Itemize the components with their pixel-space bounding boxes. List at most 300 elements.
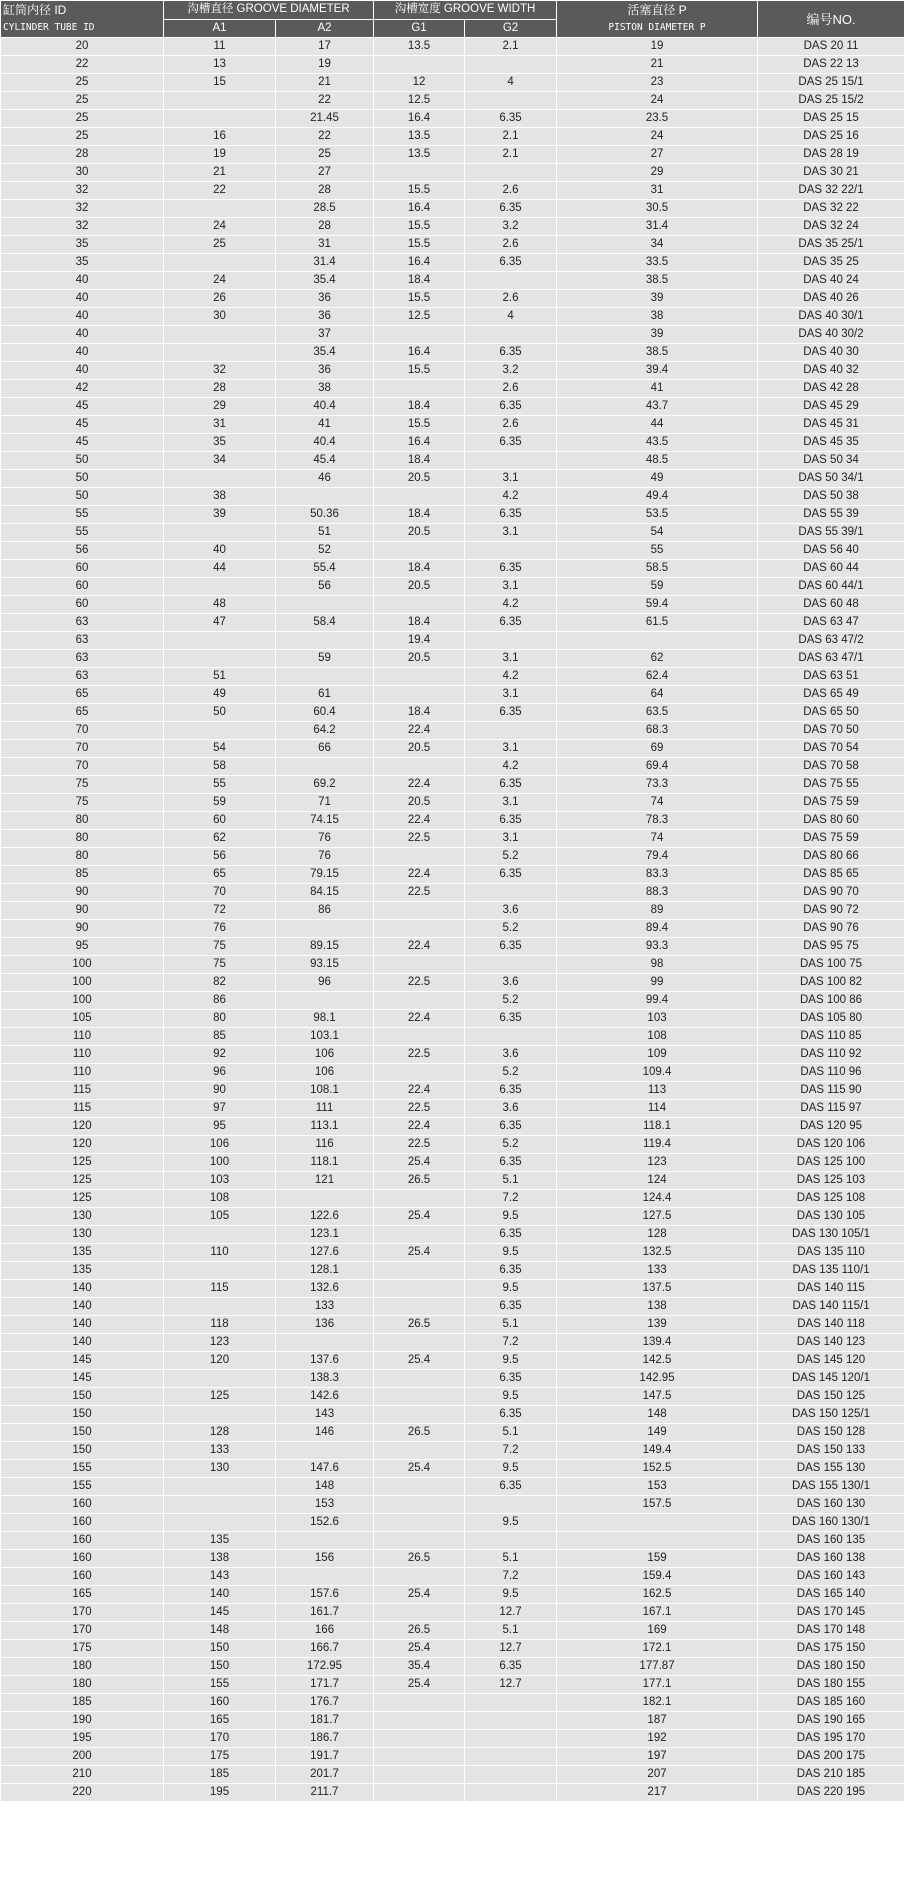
cell-g1 — [374, 1064, 465, 1082]
cell-g1: 13.5 — [374, 38, 465, 56]
table-row — [1, 902, 904, 920]
cell-tube-id: 150 — [1, 1388, 164, 1406]
cell-tube-id: 190 — [1, 1712, 164, 1730]
cell-g2: 6.35 — [465, 614, 557, 632]
cell-a2: 153 — [276, 1496, 374, 1514]
cell-part-number: DAS 110 85 — [758, 1028, 904, 1046]
cell-g2: 6.35 — [465, 704, 557, 722]
cell-piston-diameter: 30.5 — [557, 200, 758, 218]
cell-tube-id: 32 — [1, 200, 164, 218]
cell-piston-diameter: 99.4 — [557, 992, 758, 1010]
cell-part-number: DAS 125 108 — [758, 1190, 904, 1208]
cell-tube-id: 95 — [1, 938, 164, 956]
cell-a1 — [164, 722, 276, 740]
cell-a2: 79.15 — [276, 866, 374, 884]
cell-piston-diameter: 153 — [557, 1478, 758, 1496]
cell-g2: 6.35 — [465, 1370, 557, 1388]
cell-tube-id: 45 — [1, 416, 164, 434]
cell-a2: 142.6 — [276, 1388, 374, 1406]
cell-a2 — [276, 1190, 374, 1208]
cell-a2: 69.2 — [276, 776, 374, 794]
cell-a1: 135 — [164, 1532, 276, 1550]
cell-a2: 123.1 — [276, 1226, 374, 1244]
cell-a2: 51 — [276, 524, 374, 542]
table-row — [1, 578, 904, 596]
cell-g1 — [374, 1784, 465, 1802]
cell-part-number: DAS 115 90 — [758, 1082, 904, 1100]
cell-g2: 6.35 — [465, 938, 557, 956]
cell-a1: 70 — [164, 884, 276, 902]
cell-a2: 46 — [276, 470, 374, 488]
cell-g1: 22.5 — [374, 1100, 465, 1118]
cell-a1 — [164, 524, 276, 542]
cell-g1 — [374, 1406, 465, 1424]
table-row — [1, 974, 904, 992]
cell-part-number: DAS 135 110 — [758, 1244, 904, 1262]
cell-a1: 60 — [164, 812, 276, 830]
cell-piston-diameter: 139 — [557, 1316, 758, 1334]
header-part-number: 编号NO. — [758, 1, 904, 38]
cell-g2 — [465, 1028, 557, 1046]
cell-a1: 120 — [164, 1352, 276, 1370]
table-row — [1, 1118, 904, 1136]
cell-part-number: DAS 145 120/1 — [758, 1370, 904, 1388]
cell-tube-id: 180 — [1, 1676, 164, 1694]
cell-part-number: DAS 63 51 — [758, 668, 904, 686]
cell-part-number: DAS 25 15 — [758, 110, 904, 128]
cell-g2: 6.35 — [465, 1298, 557, 1316]
cell-piston-diameter: 83.3 — [557, 866, 758, 884]
cell-part-number: DAS 210 185 — [758, 1766, 904, 1784]
cell-a2: 61 — [276, 686, 374, 704]
cell-tube-id: 140 — [1, 1334, 164, 1352]
cell-part-number: DAS 155 130/1 — [758, 1478, 904, 1496]
cell-tube-id: 220 — [1, 1784, 164, 1802]
table-row — [1, 1442, 904, 1460]
cell-tube-id: 60 — [1, 578, 164, 596]
cell-g2: 5.1 — [465, 1424, 557, 1442]
cell-piston-diameter: 118.1 — [557, 1118, 758, 1136]
cell-a1: 56 — [164, 848, 276, 866]
cell-g2: 6.35 — [465, 776, 557, 794]
cell-a1: 31 — [164, 416, 276, 434]
cell-piston-diameter: 33.5 — [557, 254, 758, 272]
table-row — [1, 1676, 904, 1694]
cell-piston-diameter: 41 — [557, 380, 758, 398]
table-row — [1, 236, 904, 254]
cell-piston-diameter: 119.4 — [557, 1136, 758, 1154]
cell-tube-id: 22 — [1, 56, 164, 74]
cell-a2: 17 — [276, 38, 374, 56]
cell-tube-id: 56 — [1, 542, 164, 560]
cell-g2: 2.6 — [465, 290, 557, 308]
cell-piston-diameter: 21 — [557, 56, 758, 74]
cell-g1 — [374, 1028, 465, 1046]
cell-part-number: DAS 180 150 — [758, 1658, 904, 1676]
cell-a1: 58 — [164, 758, 276, 776]
cell-a2: 50.36 — [276, 506, 374, 524]
cell-a2: 58.4 — [276, 614, 374, 632]
cell-a2: 121 — [276, 1172, 374, 1190]
cell-g2: 5.2 — [465, 1064, 557, 1082]
cell-a1: 165 — [164, 1712, 276, 1730]
cell-tube-id: 80 — [1, 830, 164, 848]
table-row — [1, 1478, 904, 1496]
cell-piston-diameter: 142.5 — [557, 1352, 758, 1370]
cell-g2: 3.6 — [465, 1046, 557, 1064]
cell-g2: 6.35 — [465, 398, 557, 416]
cell-a2: 211.7 — [276, 1784, 374, 1802]
cell-g2: 6.35 — [465, 1226, 557, 1244]
header-a2: A2 — [276, 19, 374, 38]
cell-part-number: DAS 40 32 — [758, 362, 904, 380]
cell-piston-diameter: 38 — [557, 308, 758, 326]
cell-a2: 171.7 — [276, 1676, 374, 1694]
table-row — [1, 722, 904, 740]
cell-a1: 59 — [164, 794, 276, 812]
cell-a1: 50 — [164, 704, 276, 722]
cell-tube-id: 50 — [1, 470, 164, 488]
cell-g1: 25.4 — [374, 1640, 465, 1658]
cell-g1: 15.5 — [374, 362, 465, 380]
cell-g2: 9.5 — [465, 1280, 557, 1298]
cell-part-number: DAS 25 16 — [758, 128, 904, 146]
cell-part-number: DAS 120 106 — [758, 1136, 904, 1154]
cell-piston-diameter: 74 — [557, 830, 758, 848]
cell-piston-diameter: 64 — [557, 686, 758, 704]
cell-g1: 22.5 — [374, 830, 465, 848]
cell-part-number: DAS 75 59 — [758, 830, 904, 848]
cell-g1: 26.5 — [374, 1424, 465, 1442]
cell-tube-id: 50 — [1, 452, 164, 470]
table-row — [1, 326, 904, 344]
cell-g1 — [374, 686, 465, 704]
cell-a2 — [276, 1334, 374, 1352]
cell-g1: 18.4 — [374, 272, 465, 290]
table-row — [1, 866, 904, 884]
cell-g2: 2.6 — [465, 236, 557, 254]
cell-tube-id: 165 — [1, 1586, 164, 1604]
cell-tube-id: 140 — [1, 1280, 164, 1298]
cell-g1: 20.5 — [374, 650, 465, 668]
cell-g1 — [374, 1334, 465, 1352]
cell-part-number: DAS 160 135 — [758, 1532, 904, 1550]
cell-piston-diameter: 27 — [557, 146, 758, 164]
cell-tube-id: 60 — [1, 596, 164, 614]
cell-g2 — [465, 1784, 557, 1802]
cell-part-number: DAS 160 143 — [758, 1568, 904, 1586]
cell-piston-diameter: 34 — [557, 236, 758, 254]
cell-piston-diameter: 103 — [557, 1010, 758, 1028]
cell-tube-id: 50 — [1, 488, 164, 506]
cell-part-number: DAS 50 34 — [758, 452, 904, 470]
table-row — [1, 1262, 904, 1280]
cell-a2: 40.4 — [276, 398, 374, 416]
table-row — [1, 272, 904, 290]
cell-piston-diameter: 109 — [557, 1046, 758, 1064]
cell-g1: 25.4 — [374, 1244, 465, 1262]
cell-a2: 143 — [276, 1406, 374, 1424]
cell-g2 — [465, 92, 557, 110]
cell-a2: 36 — [276, 308, 374, 326]
cell-g1 — [374, 1748, 465, 1766]
cell-g1: 35.4 — [374, 1658, 465, 1676]
cell-a1: 44 — [164, 560, 276, 578]
cell-a2: 147.6 — [276, 1460, 374, 1478]
cell-g1: 22.4 — [374, 1082, 465, 1100]
cell-part-number: DAS 90 72 — [758, 902, 904, 920]
cell-part-number: DAS 55 39 — [758, 506, 904, 524]
cell-tube-id: 80 — [1, 848, 164, 866]
cell-a1: 170 — [164, 1730, 276, 1748]
cell-a2: 113.1 — [276, 1118, 374, 1136]
cell-part-number: DAS 70 58 — [758, 758, 904, 776]
cell-a1: 150 — [164, 1658, 276, 1676]
cell-part-number: DAS 185 160 — [758, 1694, 904, 1712]
cell-tube-id: 65 — [1, 686, 164, 704]
cell-tube-id: 40 — [1, 326, 164, 344]
cell-piston-diameter: 61.5 — [557, 614, 758, 632]
cell-piston-diameter: 217 — [557, 1784, 758, 1802]
cell-piston-diameter: 187 — [557, 1712, 758, 1730]
cell-a1 — [164, 578, 276, 596]
cell-piston-diameter: 59 — [557, 578, 758, 596]
cell-g1: 18.4 — [374, 452, 465, 470]
cell-a2: 186.7 — [276, 1730, 374, 1748]
cell-a1 — [164, 1496, 276, 1514]
cell-g1 — [374, 1370, 465, 1388]
cell-piston-diameter: 138 — [557, 1298, 758, 1316]
table-row — [1, 884, 904, 902]
cell-tube-id: 40 — [1, 362, 164, 380]
table-row — [1, 794, 904, 812]
cell-a1 — [164, 110, 276, 128]
cell-g1: 25.4 — [374, 1352, 465, 1370]
cell-piston-diameter: 29 — [557, 164, 758, 182]
cell-g1 — [374, 542, 465, 560]
cell-tube-id: 75 — [1, 776, 164, 794]
cell-a2: 59 — [276, 650, 374, 668]
cell-tube-id: 40 — [1, 344, 164, 362]
cell-g2: 5.2 — [465, 1136, 557, 1154]
cell-a2: 89.15 — [276, 938, 374, 956]
cell-g1: 22.5 — [374, 884, 465, 902]
cell-a2: 148 — [276, 1478, 374, 1496]
cell-a2 — [276, 1442, 374, 1460]
table-row — [1, 1784, 904, 1802]
cell-a1: 130 — [164, 1460, 276, 1478]
cell-tube-id: 40 — [1, 272, 164, 290]
cell-a2: 37 — [276, 326, 374, 344]
cell-tube-id: 25 — [1, 110, 164, 128]
cell-a2: 98.1 — [276, 1010, 374, 1028]
cell-tube-id: 125 — [1, 1172, 164, 1190]
cell-g1 — [374, 1694, 465, 1712]
cell-a2: 28.5 — [276, 200, 374, 218]
cell-a1: 51 — [164, 668, 276, 686]
cell-g2: 5.2 — [465, 920, 557, 938]
table-row — [1, 1460, 904, 1478]
cell-a1: 24 — [164, 272, 276, 290]
cell-piston-diameter: 69 — [557, 740, 758, 758]
cell-tube-id: 160 — [1, 1532, 164, 1550]
cell-a2: 28 — [276, 182, 374, 200]
cell-piston-diameter: 68.3 — [557, 722, 758, 740]
cell-tube-id: 63 — [1, 614, 164, 632]
cell-a1 — [164, 200, 276, 218]
table-row — [1, 650, 904, 668]
table-row — [1, 146, 904, 164]
table-row — [1, 686, 904, 704]
table-row — [1, 1208, 904, 1226]
cell-part-number: DAS 165 140 — [758, 1586, 904, 1604]
cell-g1: 15.5 — [374, 182, 465, 200]
cell-a2: 76 — [276, 848, 374, 866]
cell-tube-id: 30 — [1, 164, 164, 182]
cell-a2 — [276, 632, 374, 650]
cell-a2: 191.7 — [276, 1748, 374, 1766]
cell-tube-id: 70 — [1, 758, 164, 776]
cell-a2: 201.7 — [276, 1766, 374, 1784]
cell-piston-diameter: 142.95 — [557, 1370, 758, 1388]
table-row — [1, 452, 904, 470]
cell-tube-id: 140 — [1, 1298, 164, 1316]
cell-g1: 13.5 — [374, 146, 465, 164]
cell-part-number: DAS 160 138 — [758, 1550, 904, 1568]
cell-piston-diameter: 149 — [557, 1424, 758, 1442]
cell-a2: 52 — [276, 542, 374, 560]
cell-piston-diameter: 167.1 — [557, 1604, 758, 1622]
header-groove-diameter: 沟槽直径 GROOVE DIAMETER — [164, 1, 374, 20]
cell-part-number: DAS 25 15/2 — [758, 92, 904, 110]
cell-g1 — [374, 1712, 465, 1730]
cell-g2: 4.2 — [465, 488, 557, 506]
table-row — [1, 1712, 904, 1730]
table-row — [1, 218, 904, 236]
table-row — [1, 1568, 904, 1586]
table-row — [1, 1082, 904, 1100]
cell-g1: 12 — [374, 74, 465, 92]
table-row — [1, 1604, 904, 1622]
cell-tube-id: 210 — [1, 1766, 164, 1784]
cell-tube-id: 130 — [1, 1208, 164, 1226]
cell-piston-diameter: 169 — [557, 1622, 758, 1640]
cell-g1: 25.4 — [374, 1586, 465, 1604]
cell-piston-diameter — [557, 632, 758, 650]
cell-piston-diameter: 114 — [557, 1100, 758, 1118]
table-row — [1, 1010, 904, 1028]
cell-g1 — [374, 1532, 465, 1550]
cell-part-number: DAS 105 80 — [758, 1010, 904, 1028]
cell-g1: 15.5 — [374, 218, 465, 236]
cell-g1: 25.4 — [374, 1208, 465, 1226]
header-piston-diameter-cn: 活塞直径 P — [627, 3, 687, 17]
cell-part-number: DAS 90 70 — [758, 884, 904, 902]
cell-piston-diameter: 62 — [557, 650, 758, 668]
cell-a1: 75 — [164, 938, 276, 956]
cell-a2: 76 — [276, 830, 374, 848]
cell-g2: 9.5 — [465, 1514, 557, 1532]
cell-g2: 6.35 — [465, 1406, 557, 1424]
cell-part-number: DAS 190 165 — [758, 1712, 904, 1730]
table-row — [1, 488, 904, 506]
cell-piston-diameter: 31 — [557, 182, 758, 200]
cell-g2: 3.1 — [465, 740, 557, 758]
cell-a1: 185 — [164, 1766, 276, 1784]
cell-piston-diameter: 148 — [557, 1406, 758, 1424]
cell-a1: 22 — [164, 182, 276, 200]
cell-tube-id: 100 — [1, 992, 164, 1010]
table-row — [1, 776, 904, 794]
cell-g2 — [465, 1496, 557, 1514]
cell-part-number: DAS 40 30 — [758, 344, 904, 362]
cell-piston-diameter: 137.5 — [557, 1280, 758, 1298]
cell-a2: 21.45 — [276, 110, 374, 128]
cell-a1: 106 — [164, 1136, 276, 1154]
cell-g2: 3.1 — [465, 578, 557, 596]
cell-a1: 108 — [164, 1190, 276, 1208]
cell-g2: 6.35 — [465, 1010, 557, 1028]
cell-g1: 20.5 — [374, 470, 465, 488]
cell-a1 — [164, 1406, 276, 1424]
cell-piston-diameter: 39 — [557, 326, 758, 344]
cell-g2: 6.35 — [465, 254, 557, 272]
cell-a2: 60.4 — [276, 704, 374, 722]
cell-a2: 106 — [276, 1064, 374, 1082]
cell-g1 — [374, 902, 465, 920]
table-row — [1, 1640, 904, 1658]
table-row — [1, 1226, 904, 1244]
cell-tube-id: 32 — [1, 218, 164, 236]
cell-a1 — [164, 92, 276, 110]
cell-part-number: DAS 70 50 — [758, 722, 904, 740]
cell-part-number: DAS 140 115 — [758, 1280, 904, 1298]
cell-a1: 54 — [164, 740, 276, 758]
cell-g2: 4 — [465, 74, 557, 92]
cell-tube-id: 170 — [1, 1604, 164, 1622]
table-row — [1, 812, 904, 830]
cell-part-number: DAS 22 13 — [758, 56, 904, 74]
cell-part-number: DAS 155 130 — [758, 1460, 904, 1478]
cell-piston-diameter: 133 — [557, 1262, 758, 1280]
cell-g2: 2.1 — [465, 128, 557, 146]
cell-piston-diameter: 162.5 — [557, 1586, 758, 1604]
cell-piston-diameter: 38.5 — [557, 272, 758, 290]
cell-a1: 175 — [164, 1748, 276, 1766]
cell-part-number: DAS 45 29 — [758, 398, 904, 416]
cell-piston-diameter: 192 — [557, 1730, 758, 1748]
cell-g2: 5.2 — [465, 848, 557, 866]
cell-piston-diameter: 149.4 — [557, 1442, 758, 1460]
cell-tube-id: 60 — [1, 560, 164, 578]
table-row — [1, 668, 904, 686]
cell-piston-diameter: 54 — [557, 524, 758, 542]
cell-part-number: DAS 110 96 — [758, 1064, 904, 1082]
cell-tube-id: 175 — [1, 1640, 164, 1658]
table-row — [1, 614, 904, 632]
table-row — [1, 1514, 904, 1532]
cell-a2: 106 — [276, 1046, 374, 1064]
cell-piston-diameter: 88.3 — [557, 884, 758, 902]
table-row — [1, 542, 904, 560]
cell-piston-diameter: 48.5 — [557, 452, 758, 470]
cell-a2: 127.6 — [276, 1244, 374, 1262]
cell-g1: 25.4 — [374, 1154, 465, 1172]
cell-piston-diameter: 39 — [557, 290, 758, 308]
cell-tube-id: 160 — [1, 1550, 164, 1568]
cell-g2 — [465, 632, 557, 650]
cell-piston-diameter: 123 — [557, 1154, 758, 1172]
